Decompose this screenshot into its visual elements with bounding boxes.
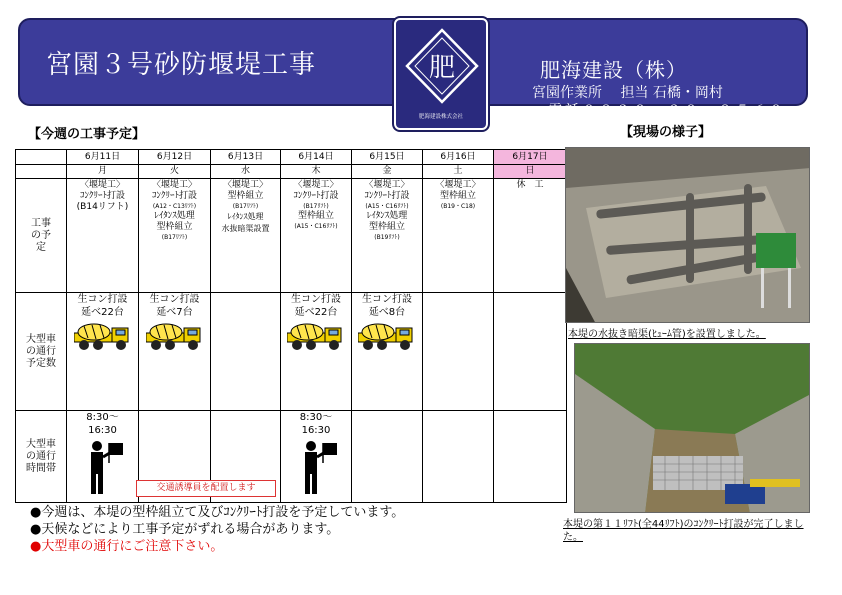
work-line: 休 工 [516, 180, 544, 190]
flagman-icon [299, 439, 339, 497]
weekday-cell: 火 [139, 165, 211, 179]
date-cell: 6月13日 [211, 150, 281, 165]
work-cell [494, 179, 567, 293]
site-photo-drainage [565, 147, 810, 323]
date-cell: 6月16日 [423, 150, 494, 165]
time-cell [67, 411, 139, 503]
truck-cell [494, 293, 567, 411]
work-line: 〈堰堤工〉 [222, 180, 268, 190]
weekday-cell: 月 [67, 165, 139, 179]
work-line: ｺﾝｸﾘｰﾄ打設 [79, 191, 125, 201]
site-heading: 【現場の様子】 [620, 125, 712, 140]
work-line: ﾚｲﾀﾝｽ処理 [154, 211, 195, 221]
logo-caption: 肥海建設株式会社 [418, 114, 463, 120]
work-cell [67, 179, 139, 293]
time-row [16, 411, 567, 503]
time-end: 16:30 [301, 425, 331, 436]
corner-cell [16, 150, 67, 165]
work-line: ｺﾝｸﾘｰﾄ打設 [293, 191, 339, 201]
logo-char: 肥 [428, 53, 456, 83]
row-label-work [16, 179, 67, 293]
truck-cell [139, 293, 211, 411]
work-line: (B14リフト) [76, 202, 129, 212]
work-line: (A15・C16ﾘﾌﾄ) [294, 223, 338, 230]
work-line: (B17ﾘﾌﾄ) [232, 203, 259, 210]
work-line: (B19ﾘﾌﾄ) [374, 234, 400, 241]
truck-line: 生コン打設 [362, 294, 412, 305]
truck-line: 生コン打設 [291, 294, 341, 305]
weekly-schedule-table [15, 149, 567, 503]
work-line: 型枠組立 [156, 222, 193, 232]
weekday-cell: 土 [423, 165, 494, 179]
site-photo-concrete [574, 343, 810, 513]
work-line: 〈堰堤工〉 [79, 180, 125, 190]
date-cell-sunday: 6月17日 [494, 150, 567, 165]
mixer-truck-icon [74, 322, 132, 352]
work-line: 型枠組立 [439, 191, 476, 201]
work-line: 型枠組立 [297, 211, 334, 221]
mixer-truck-icon [146, 322, 204, 352]
photo-caption-concrete: 本堤の第１１ﾘﾌﾄ(全44ﾘﾌﾄ)のｺﾝｸﾘｰﾄ打設が完了しました。 [563, 519, 804, 543]
truck-row [16, 293, 567, 411]
concrete-pour-photo [575, 344, 810, 513]
logo-diamond-icon [403, 26, 481, 106]
work-line: 〈堰堤工〉 [293, 180, 339, 190]
date-row [16, 150, 567, 165]
truck-cell [281, 293, 352, 411]
corner-cell [16, 165, 67, 179]
work-line: 〈堰堤工〉 [151, 180, 197, 190]
weekday-row [16, 165, 567, 179]
row-label-text: 大型車の通行時間帯 [26, 438, 56, 474]
date-cell: 6月11日 [67, 150, 139, 165]
truck-line: 延べ7台 [156, 307, 193, 318]
truck-line: 生コン打設 [149, 294, 200, 305]
work-line: (B19・C18) [440, 203, 476, 210]
work-cell [139, 179, 211, 293]
time-cell [281, 411, 352, 503]
time-cell [352, 411, 423, 503]
date-cell: 6月12日 [139, 150, 211, 165]
row-label-times [16, 411, 67, 503]
traffic-guide-note: 交通誘導員を配置します [136, 480, 276, 497]
work-line: 型枠組立 [368, 222, 405, 232]
time-cell [494, 411, 567, 503]
time-start: 8:30～ [299, 412, 333, 423]
note-item: ●今週は、本堤の型枠組立て及びｺﾝｸﾘｰﾄ打設を予定しています。 [30, 505, 405, 520]
truck-cell [211, 293, 281, 411]
weekday-cell: 水 [211, 165, 281, 179]
work-line: 水抜暗渠設置 [221, 224, 270, 233]
truck-line: 生コン打設 [77, 294, 128, 305]
work-line: 型枠組立 [227, 191, 264, 201]
photo-caption-drainage: 本堤の水抜き暗渠(ﾋｭｰﾑ管)を設置しました。 [568, 329, 766, 340]
row-label-trucks [16, 293, 67, 411]
notes-list [30, 504, 404, 555]
time-start: 8:30～ [86, 412, 119, 423]
time-end: 16:30 [88, 425, 117, 436]
work-cell [281, 179, 352, 293]
work-line: (B17ﾘﾌﾄ) [303, 203, 329, 210]
company-name: 肥海建設（株） [540, 58, 687, 82]
office-phone: 電話０８２９－３９－８５６０ [548, 103, 786, 119]
schedule-heading: 【今週の工事予定】 [28, 127, 146, 142]
row-label-text: 工事の予定 [31, 217, 51, 253]
project-title: 宮園３号砂防堰堤工事 [46, 50, 317, 80]
work-line: 〈堰堤工〉 [435, 180, 481, 190]
work-row [16, 179, 567, 293]
work-line: ﾚｲﾀﾝｽ処理 [366, 211, 408, 221]
work-cell [211, 179, 281, 293]
truck-line: 延べ22台 [294, 307, 338, 318]
work-line: (A15・C16ﾘﾌﾄ) [365, 203, 409, 210]
time-cell [423, 411, 494, 503]
truck-line: 延べ22台 [81, 307, 124, 318]
drainage-pipe-photo [566, 148, 810, 323]
truck-cell [67, 293, 139, 411]
work-line: ｺﾝｸﾘｰﾄ打設 [151, 191, 197, 201]
date-cell: 6月14日 [281, 150, 352, 165]
note-item-warning: ●大型車の通行にご注意下さい。 [30, 539, 224, 554]
work-cell [352, 179, 423, 293]
work-line: 〈堰堤工〉 [364, 180, 410, 190]
weekday-cell: 木 [281, 165, 352, 179]
truck-cell [352, 293, 423, 411]
row-label-text: 大型車の通行予定数 [26, 333, 56, 369]
work-cell [423, 179, 494, 293]
truck-cell [423, 293, 494, 411]
note-item: ●天候などにより工事予定がずれる場合があります。 [30, 522, 340, 537]
date-cell: 6月15日 [352, 150, 423, 165]
work-line: ｺﾝｸﾘｰﾄ打設 [364, 191, 410, 201]
weekday-cell: 金 [352, 165, 423, 179]
office-contact: 宮園作業所 担当 石橋・岡村 [532, 85, 723, 101]
work-line: ﾚｲﾀﾝｽ処理 [227, 212, 264, 221]
work-line: (B17ﾘﾌﾄ) [161, 234, 188, 241]
weekday-cell-sunday: 日 [494, 165, 567, 179]
work-line: (A12・C13ﾘﾌﾄ) [152, 203, 197, 210]
flagman-icon [85, 439, 125, 497]
mixer-truck-icon [358, 322, 416, 352]
mixer-truck-icon [287, 322, 345, 352]
company-logo [394, 18, 488, 130]
truck-line: 延べ8台 [368, 307, 406, 318]
